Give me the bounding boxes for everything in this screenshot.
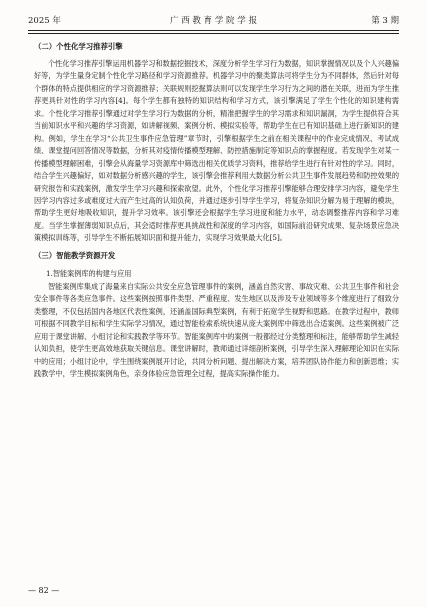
header-rule-thick	[28, 30, 399, 31]
header-rule-thin	[28, 33, 399, 34]
header-journal-title: 广 西 教 育 学 院 学 报	[170, 16, 257, 26]
header-year: 2025 年	[28, 16, 61, 26]
article-body	[34, 40, 399, 380]
section-title-resource-development: （三）智能教学资源开发	[34, 250, 116, 260]
paragraph-recommendation-engine: 个性化学习推荐引擎运用机器学习和数据挖掘技术，深度分析学生学习行为数据，知识掌握情况以及个人兴趣偏好等，为学生量身定制个性化学习路径和学习资源推荐。机器学习中的聚类算法可将学生分为不同群体，然后针对每个群体的特点提供相应的学习资源推荐；关联规则挖掘算法则可以发现学生学习行为之间的潜在关联，进而为学生推荐更具针对性的学习内容[4]。每个学生都有独特的知识结构和学习方式，该引擎满足了学生个性化的知识建构需求。个性化学习推荐引擎通过对学生学习行为数据的分析，精准把握学生的学习需求和知识漏洞，为学生提供符合其当前知识水平和兴趣的学习资源，如讲解视频、案例分析、模拟实验等，帮助学生在已有知识基础上进行新知识的建构。例如，学生在学习“公共卫生事件应急管理”章节时，引擎根据学生之前在相关课程中的作业完成情况、考试成绩、课堂提问回答情况等数据，分析其对疫情传播模型理解、防控措施制定等知识点的掌握程度。若发现学生对某一传播模型理解困难，引擎会从海量学习资源库中筛选出相关优质学习资料，推荐给学生进行有针对性的学习。同时，结合学生兴趣偏好，如对数据分析感兴趣的学生，该引擎会推荐利用大数据分析公共卫生事件发展趋势和防控效果的研究报告和实践案例，激发学生学习兴趣和探索欲望。此外，个性化学习推荐引擎能够合理安排学习内容，避免学生因学习内容过多或难度过大而产生过高的认知负荷，并通过逐步引导学生学习，将复杂知识分解为易于理解的模块，帮助学生更好地吸收知识，提升学习效率。该引擎还会根据学生学习进度和能力水平，动态调整推荐内容和学习难度。当学生掌握薄弱知识点后，其会适时推荐更具挑战性和深度的学习内容，如国际前沿研究成果、复杂场景应急决策模拟训练等，引导学生不断拓展知识面和提升能力，实现学习效果最大化[5]。	[34, 59, 399, 243]
paragraph-case-library: 智能案例库集成了海量来自实际公共安全应急管理事件的案例，涵盖自然灾害、事故灾难、公共卫生事件和社会安全事件等各类应急事件。这些案例按照事件类型、严重程度、发生地区以及涉及专业领域等多个维度进行了细致分类整理，不仅包括国内各地区代表性案例，还涵盖国际典型案例，有利于拓宽学生视野和思路。在教学过程中，教师可根据不同教学目标和学生实际学习情况，通过智能检索系统快速从庞大案例库中筛选出合适案例。这些案例被广泛应用于课堂讲解、小组讨论和实践教学等环节。智能案例库中的案例一般都经过分类整理和标注，能够帮助学生减轻认知负担，使学生更高效地获取关键信息。课堂讲解时，教师通过详细剖析案例，引导学生深入理解理论知识在实际中的应用；小组讨论中，学生围绕案例展开讨论，共同分析问题、提出解决方案，培养团队协作能力和创新思维；实践教学中，学生模拟案例角色，亲身体验应急管理全过程，提高实际操作能力。	[34, 281, 399, 378]
page-number: — 82 —	[28, 586, 60, 595]
subsection-title-case-library: 1.智能案例库的构建与应用	[46, 268, 132, 278]
page-header	[28, 12, 399, 30]
header-issue: 第 3 期	[371, 16, 399, 26]
section-title-recommendation-engine: （二）个性化学习推荐引擎	[34, 42, 123, 51]
